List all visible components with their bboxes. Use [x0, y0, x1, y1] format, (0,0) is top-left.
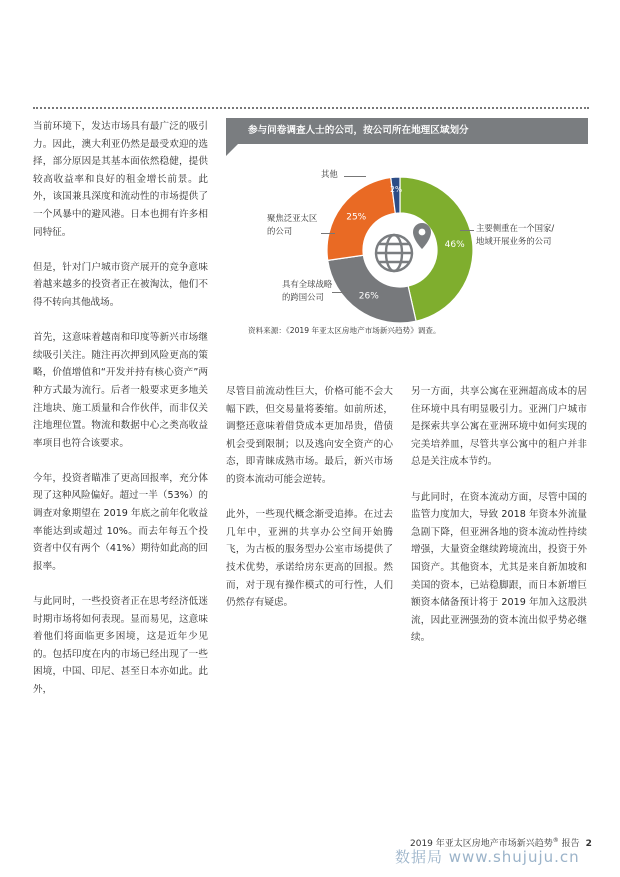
col1-para-2: 但是，针对门户城市资产展开的竞争意味着越来越多的投资者正在被淘汰，他们不得不转向其他战场。 — [33, 261, 208, 308]
chart-source-note: 资料来源：《2019 年亚太区房地产市场新兴趋势》调查。 — [248, 326, 441, 335]
donut-slice-label: 26% — [358, 291, 379, 302]
chart-title-banner: 参与问卷调查人士的公司，按公司所在地理区域划分 — [226, 118, 588, 144]
col1-para-1: 当前环境下，发达市场具有最广泛的吸引力。因此，澳大利亚仍然是最受欢迎的选择，部分原因是其基本面依然稳健，提供较高收益率和良好的租金增长前景。此外，该国兼具深度和流动性的市场提供了一个风暴中的避风港。日本也拥有许多相同特征。 — [33, 121, 208, 238]
donut-slice-label: 25% — [346, 212, 367, 223]
leader-global — [332, 292, 348, 293]
col2-para-2: 此外，一些现代概念渐受追捧。在过去几年中，亚洲的共享办公空间开始腾飞，为古板的服务型办公室市场提供了技术优势，承诺给房东更高的回报。然而，对于现有操作模式的可行性，人们仍然存有疑虑。 — [226, 509, 393, 609]
col1-para-4: 今年，投资者瞄准了更高回报率，充分体现了这种风险偏好。超过一半（53%）的调查对象期望在 2019 年底之前年化收益率能达到或超过 10%。而去年每五个投资者中仅有两个（41%）期待如此高的回报率。 — [33, 472, 208, 572]
label-single-country: 主要侧重在一个国家/ 地域开展业务的公司 — [476, 223, 555, 246]
col1-para-5: 与此同时，一些投资者正在思考经济低迷时期市场将如何表现。显而易见，这意味着他们将面临更多困境，这是近年少见的。包括印度在内的市场已经出现了一些困境，中国、印尼、甚至日本亦如此。此外， — [33, 596, 208, 695]
col2-para-1: 尽管目前流动性巨大，价格可能不会大幅下跌，但交易量将萎缩。如前所述，调整还意味着借贷成本更加昂贵，借债机会受到限制；以及逃向安全资产的心态，即青睐成熟市场。最后，新兴市场的资本流动可能会逆转。 — [226, 386, 393, 485]
donut-slice-label: 2% — [390, 185, 403, 195]
leader-other — [344, 176, 366, 177]
banner-corner-tab — [226, 144, 238, 156]
map-pin-hole — [419, 229, 426, 236]
label-pan-asia: 聚焦泛亚太区 的公司 — [267, 213, 318, 236]
label-other: 其他 — [321, 169, 338, 179]
text-column-3 — [411, 383, 587, 665]
leader-pan-asia — [321, 233, 335, 234]
leader-single-country — [460, 230, 474, 231]
footer-suffix: 报告 — [558, 839, 580, 849]
donut-slice-label: 46% — [444, 239, 465, 250]
footer-registered-mark: ® — [552, 837, 559, 844]
page-number: 2 — [585, 839, 592, 849]
text-column-1 — [33, 118, 208, 716]
col3-para-1: 另一方面，共享公寓在亚洲超高成本的居住环境中具有明显吸引力。亚洲门户城市是探索共享公寓在亚洲环境中如何实现的完美培养皿，尽管共享公寓中的租户并非总是关注成本节约。 — [411, 386, 587, 468]
col3-para-2: 与此同时，在资本流动方面，尽管中国的监管力度加大，导致 2018 年资本外流量急剧下降，但亚洲各地的资本流动性持续增强，大量资金继续跨境流出，投资于外国资产。其他资本，尤其是来自新加坡和美国的资本，已站稳脚跟，而日本新增巨额资本储备预计将于 2019 年加入这股洪流，因此亚洲强劲的资本流出似乎势必继续。 — [411, 491, 587, 644]
watermark-text: 数据局 www.shujuju.cn — [395, 848, 580, 866]
col1-para-3: 首先，这意味着越南和印度等新兴市场继续吸引关注。随注再次押到风险更高的策略，价值增值和“开发并持有核心资产”两种方式最为流行。后者一般要求更多地关注地块、施工质量和合作伙伴，而非仅关注地理位置。物流和数据中心之类高收益率项目也符合该要求。 — [33, 332, 208, 449]
text-column-2 — [226, 383, 393, 629]
top-dotted-rule — [33, 107, 589, 109]
label-global: 具有全球战略 的跨国公司 — [282, 279, 333, 302]
footer-title: 2019 年亚太区房地产市场新兴趋势 — [410, 839, 553, 849]
